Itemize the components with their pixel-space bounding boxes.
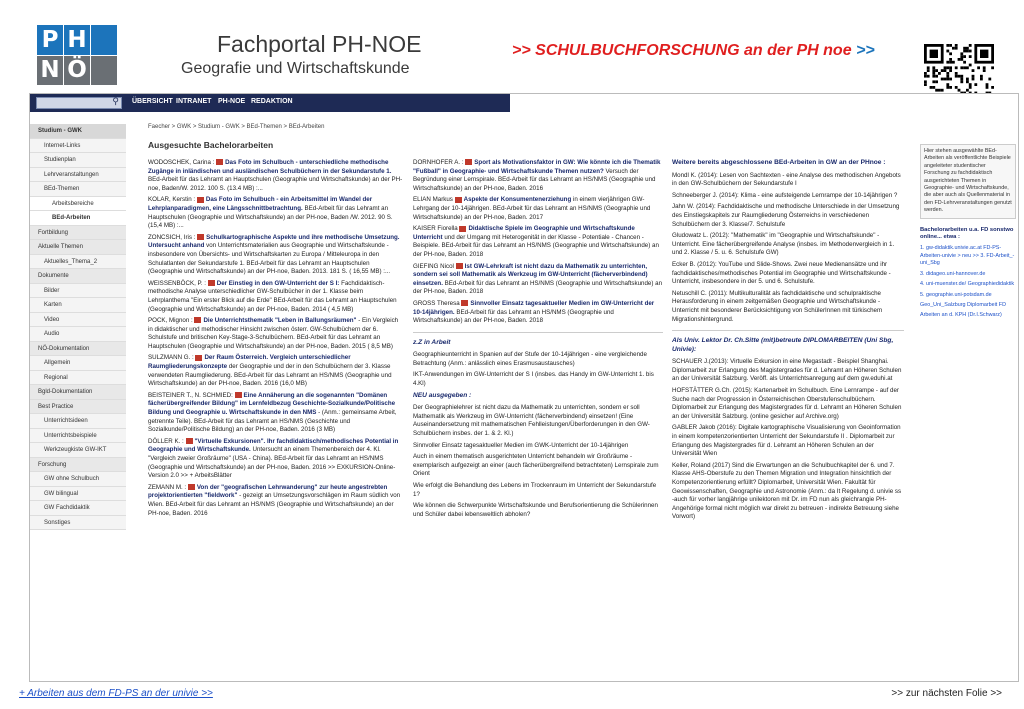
- sidebar: [30, 124, 126, 530]
- entry-details: von Unterrichtsmaterialien aus Geographie und Wirtschaftskunde - insbesondere von Übersichts- und Wirtschaftskarten zu Europa / Mitteleuropa in den Schulatlanten der Sekundarstufe 1. BEd-Arbeit für das Lehramt an Hauptschulen (Geographie und Wirtschaftskunde) an der PH-noe, Baden. 2013. 181 S. ( 16,55 MB) :...: [148, 242, 391, 276]
- pdf-icon[interactable]: [186, 438, 193, 444]
- links-heading: Bachelorarbeiten u.a. FD sonstwo online... etwa :: [920, 226, 1014, 241]
- list-item: [413, 300, 663, 326]
- sidebar-item[interactable]: Sonstiges: [30, 516, 126, 531]
- sidebar-item[interactable]: Karten: [30, 298, 126, 313]
- sidebar-item[interactable]: Studienplan: [30, 153, 126, 168]
- entry-author: GROSS Theresa: [413, 299, 460, 307]
- entry-details: Versuch der Begründung einer Lernspirale. BEd-Arbeit für das Lehramt an HS/NMS (Geographie und Wirtschaftskunde) an der PH-noe, Baden. 2016: [413, 167, 656, 192]
- neu-item: Sinnvoller Einsatz tagesaktueller Medien im GWK-Unterricht der 10-14jährigen: [413, 441, 629, 449]
- entry-author: WEISSENBÖCK, P. :: [148, 279, 206, 287]
- bachelor-list-col2: [413, 159, 663, 679]
- entry-details: in einem vierjährigen GW-Lehrgang der 10-14jährigen. BEd-Arbeit für das Lehramt an HS/NMS (Geographie und Wirtschaftskunde) an der PH-noe, Baden. 2017: [413, 196, 651, 221]
- sidebar-item[interactable]: Bgld-Dokumentation: [30, 385, 126, 400]
- sidebar-item[interactable]: GW ohne Schulbuch: [30, 472, 126, 487]
- list-item: [148, 159, 403, 193]
- portal-title: Fachportal PH-NOE: [217, 31, 422, 57]
- logo-cell: P: [37, 25, 63, 55]
- pdf-icon[interactable]: [197, 234, 204, 240]
- pdf-icon[interactable]: [455, 197, 462, 203]
- zz-heading: z.Z in Arbeit: [413, 338, 451, 346]
- pdf-icon[interactable]: [216, 159, 223, 165]
- entry-details: Fachdidaktisch-methodische Analyse unterschiedlicher GW-Schulbücher in der 1. Klasse beim Lehrplanthema "Ein erster Blick auf die Erde" BEd-Arbeit für das Lehramt an Hauptschulen (Geographie und Wirtschaftskunde) an der PH-noe, Baden. 2014 ( 4,5 MB): [148, 279, 397, 313]
- list-item: [148, 354, 403, 388]
- breadcrumb[interactable]: Faecher > GWK > Studium - GWK > BEd-Themen > BEd-Arbeiten: [148, 124, 325, 130]
- zz-list: [413, 351, 663, 388]
- col2-list: [413, 159, 663, 326]
- list-item: [148, 484, 403, 518]
- neu-item: Der Geographielehrer ist nicht dazu da Mathematik zu unterrichten, sondern er soll Mathematik als Werkzeug im GW-Unterricht (fächerverbindend) einsetzen! (Eine Auseinandersetzung mit mathematischen Fehlleistungen/Überforderungen in den GW-Schulbüchern insbes. der 1. & 2. Kl.): [413, 404, 650, 438]
- sidebar-item[interactable]: Audio: [30, 327, 126, 342]
- search-input[interactable]: [36, 97, 122, 109]
- logo-cell: H: [64, 25, 90, 55]
- tab-ph-noe[interactable]: PH-NOE: [218, 98, 246, 105]
- sidebar-item[interactable]: Regional: [30, 371, 126, 386]
- entry-title-link[interactable]: Sport als Motivationsfaktor in GW: Wie könnte ich die Thematik "Fußball" in Geographie- und Wirtschaftskunde Themen nutzen?: [413, 159, 661, 175]
- tab-intranet[interactable]: INTRANET: [176, 98, 212, 105]
- sidebar-item[interactable]: GW Fachdidaktik: [30, 501, 126, 516]
- zz-item: Geographieunterricht in Spanien auf der Stufe der 10-14jährigen - eine vergleichende Betrachtung (Anm.: anlässlich eines Erasmusaustausches): [413, 351, 647, 367]
- neu-list: [413, 404, 663, 519]
- diplom-heading: Als Univ. Lektor Dr. Ch.Sitte (mit)betreute DIPLOMARBEITEN (Uni Sbg, Univie):: [672, 337, 894, 353]
- list-item: [148, 196, 403, 230]
- logo-cell: Ö: [64, 56, 90, 86]
- further-item: Jahn W. (2014): Fachdidaktische und methodische Unterschiede in der Umsetzung des Einstiegskapitels zur Raumgliederung Österreichs in verschiedenen Schulbüchern der 3. Klasse/7. Schulstufe: [672, 203, 900, 228]
- logo-cell: [91, 25, 117, 55]
- pdf-icon[interactable]: [194, 317, 201, 323]
- entry-title-link[interactable]: Didaktische Spiele im Geographie und Wirtschaftskunde Unterricht: [413, 225, 635, 241]
- right-sidebar: [920, 144, 1016, 594]
- pdf-icon[interactable]: [459, 226, 466, 232]
- entry-details: BEd-Arbeit für das Lehramt an Hauptschulen (Geographie und Wirtschaftskunde) an der PH-noe, Baden /W. 2012. 90 S. (15,4 MB) :...: [148, 204, 393, 230]
- list-item: [148, 280, 403, 314]
- sidebar-item[interactable]: Best Practice: [30, 400, 126, 415]
- pdf-icon[interactable]: [465, 159, 472, 165]
- diplom-item: HOFSTÄTTER G.Ch. (2015): Kartenarbeit im Schulbuch. Eine Lernrampe - auf der Suche nach der Progression in Österreichischen Oberstufenschulbüchern. Diplomarbeit zur Erlangung des Magistergrades für d. Lehramt an Höheren Schulen an der Universität Salzburg. (online gesicher auf Archive.org): [672, 387, 902, 420]
- further-item: Ecker B. (2012): YouTube und Slide-Shows. Zwei neue Medienansätze und ihr fachdidaktisches/methodisches Potential im Geographie und Wirtschaftskunde - Unterricht, insbesondere in der 5. und 6. Schulstufe.: [672, 260, 891, 286]
- entry-title-link[interactable]: Ist GW-Lehrkraft ist nicht dazu da Mathematik zu unterrichten, sondern sei soll Mathematik als Werkzeug im GW-Unterricht (fächerverbindend) einsetzen.: [413, 262, 648, 287]
- entry-author: GIEFING Nicol: [413, 262, 454, 270]
- entry-title-link[interactable]: "Virtuelle Exkursionen". Ihr fachdidaktisch/methodisches Potential in Geographie und Wirtschaftskunde.: [148, 437, 399, 454]
- entry-details: - Ein Vergleich in didaktischer und methodischer Hinsicht zwischen österr. GW-Schulbüchern der 6. Schulstufe und britischen Key-Stage-3-Schulbüchern. BEd-Arbeit für das Lehramt an Hauptschulen (Geographie und Wirtschaftskunde) an der PH-noe, Baden. 2015 ( 8,5 MB): [148, 317, 399, 350]
- external-link[interactable]: 3. didageo.uni-hannover.de: [920, 270, 986, 277]
- entry-title-link[interactable]: Der Einstieg in den GW-Unterricht der S I:: [216, 279, 340, 287]
- list-item: [148, 317, 403, 351]
- entry-details: BEd-Arbeit für das Lehramt an HS/NMS (Geographie und Wirtschaftskunde) an der PH-noe, Baden. 2018: [413, 279, 663, 296]
- pdf-icon[interactable]: [195, 355, 202, 361]
- sidebar-item[interactable]: Lehrveranstaltungen: [30, 168, 126, 183]
- diplom-item: Keller, Roland (2017) Sind die Erwartungen an die Schulbuchkapitel der 6. und 7. Klasse AHS-Oberstufe zu den Themen Migration und Integration hinsichtlich der Kompetenzorientierung erfüllt? Diplomarbeit, Universität Wien. Fakultät für Geowissenschaften, Geographie und Astronomie (Anm.: da It Regelung d. univie ss -auch für vorher langjährige unilektoren mit Dr. im FD nun als gleichrangie PH-Angehörige formal nicht möglich war direkt zu betreuen - indirekte Betreuung siehe Vorwort): [672, 461, 902, 521]
- entry-details: Untersucht an einem Themenbereich der 4. Kl. "Vergleich zweier Großräume" (USA - China). BEd-Arbeit für das Lehramt an HS/NMS (Geographie und Wirtschaftskunde) an der PH-noe, Baden. 2016 >> EXKURSION-Online-Version 2.0 >> + ArbeitsBlätter: [148, 446, 396, 480]
- pdf-icon[interactable]: [197, 197, 204, 203]
- entry-author: KOLAR, Kerstin :: [148, 196, 196, 204]
- external-link[interactable]: 1. gw-didaktik.univie.ac.at FD-PS-Arbeiten-univie > neu >> 3. FD-Arbeit_-uni_Sbg: [920, 245, 1015, 267]
- entry-author: ELIAN Markus: [413, 196, 453, 204]
- neu-item: Auch in einem thematisch ausgerichteten Unterricht behandeln wir Großräume - exemplarisch aufgezeigt an einer (auch fächerübergreifend betrachteten) Lernspirale zum Orient: [413, 453, 659, 478]
- pdf-icon[interactable]: [235, 392, 242, 398]
- entry-title-link[interactable]: Sinnvoller Einsatz tagesaktueller Medien im GW-Unterricht der 10-14jährigen.: [413, 299, 655, 316]
- list-item: [148, 234, 403, 277]
- external-link[interactable]: Arbeiten an d. KPH (Dr.I.Schwarz): [920, 312, 1002, 319]
- entry-details: BEd-Arbeit für das Lehramt an Hauptschulen (Geographie und Wirtschaftskunde) an der PH-noe, Baden/W. 2012. 100 S. (13.4 MB) :...: [148, 176, 403, 192]
- sidebar-item[interactable]: Studium - GWK: [30, 124, 126, 139]
- tab-redaktion[interactable]: REDAKTION: [251, 98, 293, 105]
- further-item: Netuschill C. (2011): Multikulturalität als fachdidaktische und schulpraktische Herausforderung in einem zeitgemäßen Geographie und Wirtschaftskunde - Unterricht mit besonderer Berücksichtigung von SchülerInnen mit türkischem Migrationshintergrund.: [672, 289, 883, 323]
- diplom-item: GABLER Jakob (2016): Digitale kartographische Visualisierung von Geoinformation in einem kompetenzorientierten Unterricht der Sekundarstufe II . Diplomarbeit zur Erlangung des Magistergrades für d. Lehramt an Höheren Schulen an der Universität Wien: [672, 424, 901, 458]
- headline-prefix: >>: [512, 42, 531, 59]
- entry-details: - gezeigt an Umsetzungsvorschlägen im Raum südlich von Wien. BEd-Arbeit für das Lehramt an HS/NMS (Geographie und Wirtschaftskunde) an der PH-noe, Baden. 2016: [148, 492, 401, 517]
- entry-title-link[interactable]: Eine Annäherung an die sogenannten "Domänen fächerübergreifender Bildung" im Lernfeldbezug Geschichte-Sozialkunde/Politische Bildung und Geographie u. Wirtschaftskunde in den NMS: [148, 391, 396, 417]
- entry-author: WODOSCHEK, Carina :: [148, 159, 215, 166]
- entry-details: - (Anm.: gemeinsame Arbeit, getrennte Teile). BEd-Arbeit für das Lehramt an HS/NMS (Geschichte und Sozialkunde/Politische Bildung) an der PH-noe, Baden. 2016 (3 MB): [148, 409, 397, 434]
- entry-author: ZEMANN M. :: [148, 483, 187, 491]
- list-item: [413, 225, 663, 259]
- ph-noe-logo: [37, 25, 117, 85]
- list-item: [148, 392, 403, 435]
- univie-works-link[interactable]: + Arbeiten aus dem FD-PS an der univie >>: [19, 688, 213, 699]
- neu-heading: NEU ausgegeben :: [413, 391, 472, 399]
- sidebar-item[interactable]: Forschung: [30, 458, 126, 473]
- sidebar-item[interactable]: Werkzeugkiste GW-IKT: [30, 443, 126, 458]
- top-navbar: [30, 94, 510, 112]
- zz-item: IKT-Anwendungen im GW-Unterricht der S I (insbes. das Handy im GW-Unterricht 1. bis 4.Kl): [413, 371, 654, 388]
- next-slide-link[interactable]: >> zur nächsten Folie >>: [891, 688, 1002, 699]
- pdf-icon[interactable]: [188, 484, 195, 490]
- portal-subtitle: Geografie und Wirtschaftskunde: [181, 60, 410, 77]
- further-item: Gludowatz L. (2012): "Mathematik" im "Geographie und Wirtschaftskunde" - Unterricht. Eine fächerübergreifende Analyse (insbes. im Methodenvergleich in 1. und 2. Klasse / 5. u. 6. Schulstufe GW): [672, 232, 895, 257]
- entry-title-link[interactable]: Die Unterrichtsthematik "Leben in Ballungsräumen": [203, 317, 357, 325]
- external-link[interactable]: Geo_Uni_Salzburg Diplomarbeit FD: [920, 301, 1006, 308]
- sidebar-item[interactable]: Unterrichtsbeispiele: [30, 429, 126, 444]
- list-item: [413, 196, 663, 222]
- list-item: [413, 159, 663, 193]
- entry-title-link[interactable]: Das Foto im Schulbuch - unterschiedliche methodische Zugänge in inländischen und ausländischen Schulbüchern in der Sekundarstufe 1.: [148, 159, 392, 175]
- diplom-item: SCHAUER J.(2013): Virtuelle Exkursion in eine Megastadt - Beispiel Shanghai. Diplomarbeit zur Erlangung des Magistergrades für d. Lehramt an Höheren Schulen an der Universität Salzburg. Veröff. als Unterrichtsanregung auf dem gw.eduhi.at: [672, 358, 902, 383]
- external-link[interactable]: 4. uni-muenster.de/ Geographiedidaktik: [920, 281, 1015, 288]
- further-item: Schneeberger J. (2014): Klima - eine aufsteigende Lernrampe der 10-14jährigen ?: [672, 191, 898, 199]
- search-icon[interactable]: ⚲: [112, 96, 119, 106]
- entry-title-link[interactable]: Das Foto im Schulbuch - ein Arbeitsmittel im Wandel der Lehrplanparadigmen, eine Längsschnittbetrachtung.: [148, 196, 373, 212]
- entry-author: ZONCSICH, Iris :: [148, 233, 196, 241]
- entry-author: POCK, Mignon :: [148, 317, 193, 325]
- sidebar-item[interactable]: Allgemein: [30, 356, 126, 371]
- entry-author: SULZMANN G. :: [148, 354, 194, 362]
- sidebar-item[interactable]: Bilder: [30, 284, 126, 299]
- logo-cell: [91, 56, 117, 86]
- bachelor-list-col1: [148, 159, 403, 679]
- external-links: [920, 245, 1016, 319]
- pdf-icon[interactable]: [208, 280, 215, 286]
- further-works-col: [672, 159, 904, 679]
- headline-text: SCHULBUCHFORSCHUNG an der PH noe: [535, 42, 852, 59]
- slide-headline: [512, 42, 875, 60]
- list-item: [148, 438, 403, 481]
- list-item: [413, 263, 663, 297]
- further-heading: Weitere bereits abgeschlossene BEd-Arbeiten in GW an der PHnoe :: [672, 159, 886, 166]
- sidebar-item[interactable]: BEd-Themen: [30, 182, 126, 197]
- sidebar-item[interactable]: Aktuelles_Thema_2: [30, 255, 126, 270]
- sidebar-item[interactable]: Internet-Links: [30, 139, 126, 154]
- pdf-icon[interactable]: [456, 263, 463, 269]
- entry-details: der Geographie und der in den Schulbüchern der 3. Klasse verwendeten Raumgliederung. BEd-Arbeit für das Lehramt an HS/NMS (Geographie und Wirtschaftskunde) an der PH-noe, Baden. 2016 (16,0 MB): [148, 363, 392, 388]
- entry-title-link[interactable]: Der Raum Österreich. Vergleich unterschiedlicher Raumgliederungskonzepte: [148, 354, 351, 371]
- further-item: Mondl K. (2014): Lesen von Sachtexten - eine Analyse des methodischen Angebots in den GW-Schulbüchern der Sekundarstufe I: [672, 171, 901, 188]
- neu-item: Wie können die Schwerpunkte Wirtschaftskunde und Berufsorientierung die Schülerinnen und Schüler dabei lebensweltlich abholen?: [413, 502, 658, 518]
- sidebar-item[interactable]: NÖ-Dokumentation: [30, 342, 126, 357]
- divider: [413, 332, 663, 333]
- external-link[interactable]: 5. geographie.uni-potsdam.de: [920, 291, 992, 298]
- further-list: [672, 172, 904, 325]
- entry-title-link[interactable]: Von der "geografischen Lehrwanderung" zur heute angestrebten projektorientierten "fieldwork": [148, 483, 388, 500]
- section-title: Ausgesuchte Bachelorarbeiten: [148, 140, 274, 150]
- entry-title-link[interactable]: Aspekte der Konsumentenerziehung: [463, 196, 572, 204]
- entry-author: KAISER Fiorella: [413, 225, 458, 233]
- sidebar-item[interactable]: Unterrichtsideen: [30, 414, 126, 429]
- embedded-screenshot: [29, 93, 1019, 682]
- sidebar-item[interactable]: Video: [30, 313, 126, 328]
- neu-item: Wie erfolgt die Behandlung des Lebens im Trockenraum im Unterricht der Sekundarstufe 1?: [413, 482, 657, 498]
- entry-author: BEISTEINER T., N. SCHMIED:: [148, 391, 233, 399]
- sidebar-item[interactable]: Aktuelle Themen: [30, 240, 126, 255]
- info-box: Hier stehen ausgewählte BEd-Arbeiten als veröffentlichte Beispiele angeleiteter studentischer Forschung zu fachdidaktisch ausgerichteten Themen in Geographie- und Wirtschaftskunde, die aber auch als Quellenmaterial in den FD-Lehrveranstaltungen genutzt werden.: [920, 144, 1016, 219]
- tab-uebersicht[interactable]: ÜBERSICHT: [132, 98, 173, 105]
- sidebar-item[interactable]: Fortbildung: [30, 226, 126, 241]
- sidebar-item[interactable]: Dokumente: [30, 269, 126, 284]
- entry-author: DÖLLER K. :: [148, 437, 184, 445]
- sidebar-item[interactable]: Arbeitsbereiche: [30, 197, 126, 212]
- divider: [672, 330, 904, 331]
- entry-details: und der Umgang mit Heterogenität in der Klasse - Potentiale - Chancen - Beispiele. BEd-Arbeit für das Lehramt an HS/NMS (Geographie und Wirtschaftskunde) an der PH-noe, Baden. 2018: [413, 233, 659, 258]
- pdf-icon[interactable]: [461, 300, 468, 306]
- entry-author: DORNHOFER A. :: [413, 159, 464, 166]
- sidebar-item[interactable]: GW bilingual: [30, 487, 126, 502]
- diplom-list: [672, 358, 904, 522]
- entry-title-link[interactable]: Schulkartographische Aspekte und ihre methodische Umsetzung. Untersucht anhand: [148, 233, 400, 250]
- headline-suffix: >>: [856, 42, 875, 59]
- sidebar-item[interactable]: BEd-Arbeiten: [30, 211, 126, 226]
- logo-cell: N: [37, 56, 63, 86]
- entry-details: BEd-Arbeit für das Lehramt an HS/NMS (Geographie und Wirtschaftskunde) an der PH-noe, Baden. 2018: [413, 308, 614, 325]
